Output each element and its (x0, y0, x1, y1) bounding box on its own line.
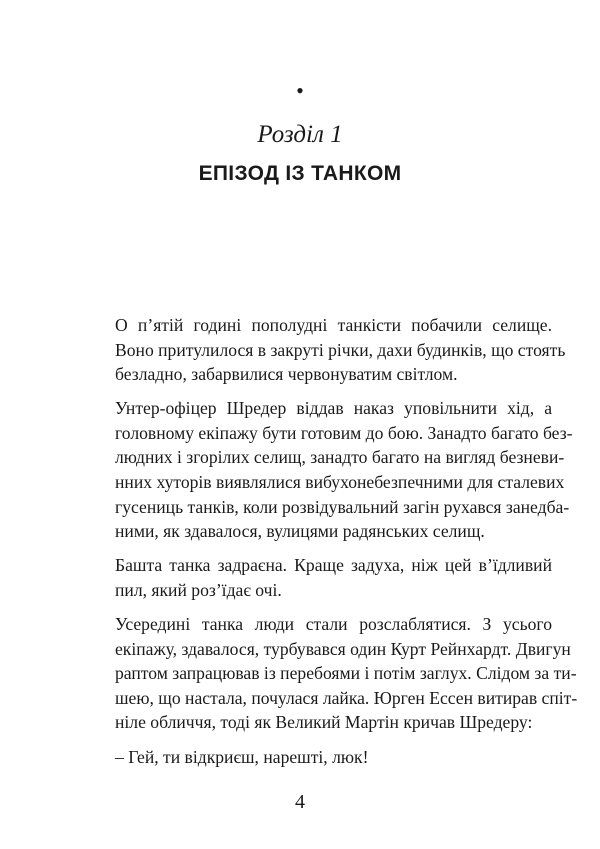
text-line: ніле обличчя, тоді як Великий Мартін кричав Шредеру: (115, 712, 533, 733)
text-line: – Гей, ти відкриєш, нарешті, люк! (115, 746, 369, 767)
paragraph (88, 612, 578, 735)
text-line: пил, який роз’їдає очі. (115, 579, 282, 600)
chapter-label: Розділ 1 (257, 121, 343, 148)
paragraph (88, 313, 566, 387)
text-line: людних і згорілих селищ, занадто багато на вигляд безневи- (115, 447, 565, 468)
text-line: раптом запрацював із перебоями і потім заглух. Слідом за ти- (115, 663, 577, 684)
text-line: ними, як здавалося, вулицями радянських селищ. (115, 521, 485, 542)
paragraph (88, 745, 552, 770)
chapter-title: ЕПІЗОД ІЗ ТАНКОМ (198, 162, 402, 185)
text-line: гусениць танків, коли розвідувальний загін рухався занедба- (115, 496, 570, 517)
text-line: шею, що настала, почулася лайка. Юрген Ессен витирав спіт- (115, 687, 578, 708)
text-line: Воно притулилося в закруті річки, дахи будинків, що стоять (115, 339, 566, 360)
text-line: головному екіпажу бути готовим до бою. Занадто багато без- (115, 422, 573, 443)
text-line: Унтер-офіцер Шредер віддав наказ уповільнити хід, а (115, 398, 552, 419)
page-number: 4 (295, 791, 305, 813)
text-line: безладно, забарвилися червонуватим світлом. (115, 364, 458, 385)
text-line: нних хуторів виявлялися вибухонебезпечними для сталевих (115, 472, 565, 493)
text-line: Башта танка задраєна. Краще задуха, ніж цей в’їдливий (115, 555, 552, 576)
paragraph (88, 553, 552, 602)
text-line: екіпажу, здавалося, турбувався один Курт Рейнхардт. Двигун (115, 638, 571, 659)
paragraph (88, 396, 573, 544)
body-text (88, 313, 578, 779)
text-line: О п’ятій годині пополудні танкісти побачили селище. (115, 315, 552, 335)
ornament-dot: • (296, 78, 304, 103)
text-line: Усередині танка люди стали розслаблятися. З усього (115, 614, 552, 635)
